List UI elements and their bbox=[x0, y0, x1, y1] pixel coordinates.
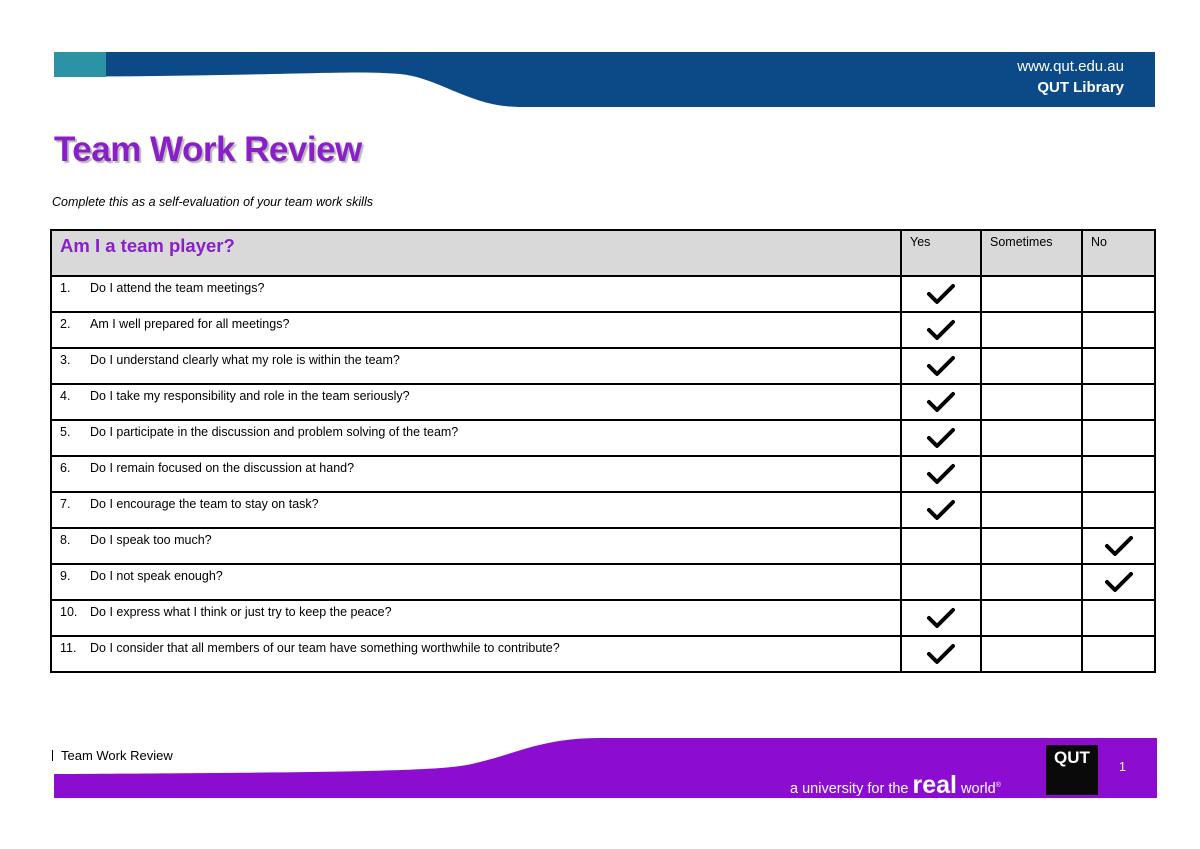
answer-cell-yes[interactable] bbox=[901, 528, 981, 564]
slogan-prefix: a university for the bbox=[790, 781, 909, 797]
answer-cell-yes[interactable] bbox=[901, 348, 981, 384]
answer-cell-no[interactable] bbox=[1082, 636, 1155, 672]
checkmark-icon bbox=[927, 355, 955, 377]
question-cell bbox=[51, 348, 901, 384]
checkmark-icon bbox=[927, 643, 955, 665]
answer-cell-sometimes[interactable] bbox=[981, 636, 1082, 672]
answer-cell-sometimes[interactable] bbox=[981, 348, 1082, 384]
answer-cell-sometimes[interactable] bbox=[981, 600, 1082, 636]
checkmark-icon bbox=[1105, 571, 1133, 593]
column-header-sometimes: Sometimes bbox=[981, 230, 1082, 276]
question-number: 11. bbox=[60, 641, 77, 655]
answer-cell-yes[interactable] bbox=[901, 420, 981, 456]
answer-cell-sometimes[interactable] bbox=[981, 312, 1082, 348]
table-row bbox=[51, 384, 1155, 420]
question-cell bbox=[51, 312, 901, 348]
answer-cell-yes[interactable] bbox=[901, 600, 981, 636]
footer-divider bbox=[52, 750, 53, 761]
answer-cell-sometimes[interactable] bbox=[981, 492, 1082, 528]
question-number: 9. bbox=[60, 569, 71, 583]
footer-label-text: Team Work Review bbox=[61, 748, 173, 763]
question-cell bbox=[51, 456, 901, 492]
question-text: Do I understand clearly what my role is within the team? bbox=[90, 353, 400, 367]
question-cell bbox=[51, 528, 901, 564]
question-text: Do I consider that all members of our team have something worthwhile to contribute? bbox=[90, 641, 560, 655]
question-text: Do I express what I think or just try to keep the peace? bbox=[90, 605, 392, 619]
table-row bbox=[51, 276, 1155, 312]
answer-cell-sometimes[interactable] bbox=[981, 420, 1082, 456]
checkmark-icon bbox=[927, 463, 955, 485]
answer-cell-yes[interactable] bbox=[901, 384, 981, 420]
question-cell bbox=[51, 600, 901, 636]
slogan-real: real bbox=[912, 771, 957, 799]
answer-cell-no[interactable] bbox=[1082, 456, 1155, 492]
question-text: Am I well prepared for all meetings? bbox=[90, 317, 290, 331]
question-text: Do I encourage the team to stay on task? bbox=[90, 497, 319, 511]
column-header-yes: Yes bbox=[901, 230, 981, 276]
checkmark-icon bbox=[927, 607, 955, 629]
review-table bbox=[50, 229, 1156, 673]
question-number: 7. bbox=[60, 497, 71, 511]
checkmark-icon bbox=[1105, 535, 1133, 557]
slogan-mark: ® bbox=[995, 782, 1001, 790]
question-cell bbox=[51, 384, 901, 420]
answer-cell-sometimes[interactable] bbox=[981, 456, 1082, 492]
question-text: Do I take my responsibility and role in the team seriously? bbox=[90, 389, 410, 403]
page-title: Team Work Review bbox=[54, 130, 362, 169]
question-cell bbox=[51, 636, 901, 672]
table-row bbox=[51, 600, 1155, 636]
table-row bbox=[51, 528, 1155, 564]
table-row bbox=[51, 492, 1155, 528]
question-cell bbox=[51, 564, 901, 600]
answer-cell-yes[interactable] bbox=[901, 492, 981, 528]
table-row bbox=[51, 636, 1155, 672]
table-row bbox=[51, 456, 1155, 492]
question-number: 4. bbox=[60, 389, 71, 403]
question-number: 2. bbox=[60, 317, 71, 331]
qut-logo-text: QUT bbox=[1054, 748, 1090, 767]
answer-cell-yes[interactable] bbox=[901, 276, 981, 312]
table-row bbox=[51, 348, 1155, 384]
checkmark-icon bbox=[927, 283, 955, 305]
answer-cell-no[interactable] bbox=[1082, 312, 1155, 348]
answer-cell-no[interactable] bbox=[1082, 276, 1155, 312]
question-text: Do I attend the team meetings? bbox=[90, 281, 265, 295]
slogan-world: world bbox=[961, 781, 996, 797]
question-number: 1. bbox=[60, 281, 71, 295]
answer-cell-no[interactable] bbox=[1082, 384, 1155, 420]
header-teal-block bbox=[54, 52, 106, 77]
answer-cell-sometimes[interactable] bbox=[981, 276, 1082, 312]
question-cell bbox=[51, 276, 901, 312]
table-row bbox=[51, 564, 1155, 600]
question-cell bbox=[51, 492, 901, 528]
question-text: Do I participate in the discussion and problem solving of the team? bbox=[90, 425, 459, 439]
question-text: Do I not speak enough? bbox=[90, 569, 223, 583]
question-number: 3. bbox=[60, 353, 71, 367]
page-number: 1 bbox=[1119, 760, 1126, 774]
question-number: 5. bbox=[60, 425, 71, 439]
header-library-name: QUT Library bbox=[1037, 79, 1124, 96]
university-slogan bbox=[790, 771, 1001, 800]
question-text: Do I remain focused on the discussion at hand? bbox=[90, 461, 355, 475]
answer-cell-no[interactable] bbox=[1082, 348, 1155, 384]
footer-band bbox=[0, 728, 1200, 808]
checkmark-icon bbox=[927, 499, 955, 521]
checkmark-icon bbox=[927, 319, 955, 341]
answer-cell-yes[interactable] bbox=[901, 636, 981, 672]
table-header-row bbox=[51, 230, 1155, 276]
question-cell bbox=[51, 420, 901, 456]
table-heading: Am I a team player? bbox=[51, 230, 901, 276]
table-row bbox=[51, 312, 1155, 348]
page-subtitle: Complete this as a self-evaluation of your team work skills bbox=[52, 195, 373, 209]
answer-cell-no[interactable] bbox=[1082, 564, 1155, 600]
table-row bbox=[51, 420, 1155, 456]
footer-label bbox=[52, 748, 173, 763]
header-band-shape bbox=[54, 52, 1155, 107]
question-text: Do I speak too much? bbox=[90, 533, 212, 547]
answer-cell-no[interactable] bbox=[1082, 600, 1155, 636]
answer-cell-sometimes[interactable] bbox=[981, 384, 1082, 420]
answer-cell-no[interactable] bbox=[1082, 492, 1155, 528]
answer-cell-sometimes[interactable] bbox=[981, 564, 1082, 600]
answer-cell-yes[interactable] bbox=[901, 564, 981, 600]
qut-logo bbox=[1046, 745, 1098, 795]
checkmark-icon bbox=[927, 427, 955, 449]
question-number: 8. bbox=[60, 533, 71, 547]
answer-cell-yes[interactable] bbox=[901, 312, 981, 348]
column-header-no: No bbox=[1082, 230, 1155, 276]
answer-cell-sometimes[interactable] bbox=[981, 528, 1082, 564]
answer-cell-yes[interactable] bbox=[901, 456, 981, 492]
question-number: 10. bbox=[60, 605, 78, 619]
answer-cell-no[interactable] bbox=[1082, 420, 1155, 456]
question-number: 6. bbox=[60, 461, 71, 475]
answer-cell-no[interactable] bbox=[1082, 528, 1155, 564]
checkmark-icon bbox=[927, 391, 955, 413]
header-url[interactable]: www.qut.edu.au bbox=[1017, 58, 1124, 75]
